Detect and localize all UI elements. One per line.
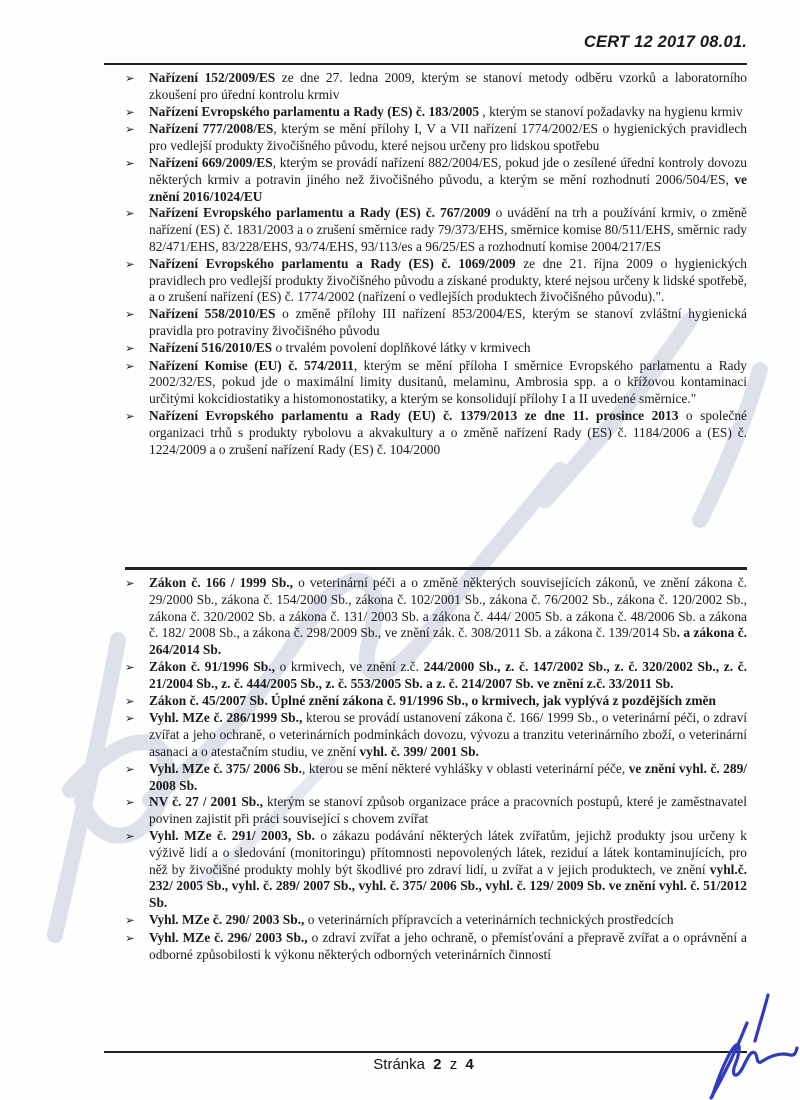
arrow-bullet-icon: ➢	[125, 309, 135, 322]
law-list-item	[125, 358, 747, 408]
footer-separator: z	[449, 1056, 458, 1073]
law-item-text: Nařízení Evropského parlamentu a Rady (ES) č. 1069/2009 ze dne 21. října 2009 o hygienických pravidlech pro vedlejší produkty živočišného původu a získané produkty, které nejsou určeny k lidské spotřebě, a o zrušení nařízení (ES) č. 1774/2002 (nařízení o vedlejších produktech živočišného původu).".	[149, 255, 747, 305]
law-item-text: Nařízení Komise (EU) č. 574/2011, kterým se mění příloha I směrnice Evropského parlamentu a Rady 2002/32/ES, pokud jde o maximální limity dusitanů, melaminu, Ambrosia spp. a o křížovou kontaminaci určitými kokcidiostatiky a histomonostatiky, a kterým se konsolidují přílohy I a II uvedené směrnice."	[149, 357, 747, 407]
law-item-text: Zákon č. 166 / 1999 Sb., o veterinární péči a o změně některých souvisejících zákonů, ve znění zákona č. 29/2000 Sb., zákona č. 154/2000 Sb., zákona č. 102/2001 Sb., zákona č. 76/2002 Sb., zákona č. 120/2002 Sb., zákona č. 320/2002 Sb. a zákona č. 131/ 2003 Sb. a zákona č. 444/ 2005 Sb. a zákona č. 48/2006 Sb. a zákona č. 182/ 2008 Sb., a zákona č. 298/2009 Sb., ve znění zák. č. 308/2011 Sb. a zákona č. 139/2014 Sb. a zákona č. 264/2014 Sb.	[149, 575, 747, 658]
arrow-bullet-icon: ➢	[125, 763, 135, 776]
law-list-item	[125, 693, 747, 711]
law-item-text: NV č. 27 / 2001 Sb., kterým se stanoví způsob organizace práce a pracovních postupů, které je zaměstnavatel povinen zajistit při práci související s chovem zvířat	[149, 794, 747, 827]
footer-page-number: 2	[433, 1056, 442, 1073]
arrow-bullet-icon: ➢	[125, 360, 135, 373]
arrow-bullet-icon: ➢	[125, 106, 135, 119]
law-list-item	[125, 912, 747, 930]
law-list-item	[125, 828, 747, 912]
law-list-item	[125, 930, 747, 964]
arrow-bullet-icon: ➢	[125, 124, 135, 137]
law-list-item	[125, 256, 747, 306]
law-list-item	[125, 659, 747, 693]
law-list-item	[125, 205, 747, 255]
arrow-bullet-icon: ➢	[125, 208, 135, 221]
arrow-bullet-icon: ➢	[125, 797, 135, 810]
law-list-item	[125, 121, 747, 155]
law-item-text: Zákon č. 91/1996 Sb., o krmivech, ve znění z.č. 244/2000 Sb., z. č. 147/2002 Sb., z. č. 320/2002 Sb., z. č. 21/2004 Sb., z. č. 444/2005 Sb., z. č. 553/2005 Sb. a z. č. 214/2007 Sb. ve znění z.č. 33/2011 Sb.	[149, 658, 747, 691]
signature	[648, 985, 800, 1100]
arrow-bullet-icon: ➢	[125, 661, 135, 674]
law-item-text: Vyhl. MZe č. 290/ 2003 Sb., o veterinárních přípravcích a veterinárních technických prostředcích	[149, 911, 674, 927]
arrow-bullet-icon: ➢	[125, 342, 135, 355]
law-list-item	[125, 340, 747, 358]
arrow-bullet-icon: ➢	[125, 73, 135, 85]
laws-list	[125, 575, 747, 963]
law-list-item	[125, 155, 747, 205]
law-list-item	[125, 306, 747, 340]
document-code: CERT 12 2017 08.01.	[583, 33, 747, 51]
law-list-item	[125, 761, 747, 795]
arrow-bullet-icon: ➢	[125, 410, 135, 423]
arrow-bullet-icon: ➢	[125, 713, 135, 726]
arrow-bullet-icon: ➢	[125, 157, 135, 170]
arrow-bullet-icon: ➢	[125, 695, 135, 708]
law-item-text: Nařízení 516/2010/ES o trvalém povolení doplňkové látky v krmivech	[149, 339, 531, 355]
arrow-bullet-icon: ➢	[125, 932, 135, 945]
arrow-bullet-icon: ➢	[125, 830, 135, 843]
footer-total-pages: 4	[465, 1056, 474, 1073]
law-item-text: Vyhl. MZe č. 291/ 2003, Sb. o zákazu podávání některých látek zvířatům, jejichž produkty jsou určeny k výživě lidí a o sledování (monitoringu) přítomnosti nepovolených látek, reziduí a látek kontaminujících, pro něž by živočišné produkty mohly být škodlivé pro zdraví lidí, u zvířat a v jejich produktech, ve znění vyhl.č. 232/ 2005 Sb., vyhl. č. 289/ 2007 Sb., vyhl. č. 375/ 2006 Sb., vyhl. č. 129/ 2009 Sb. ve znění vyhl. č. 51/2012 Sb.	[149, 827, 747, 911]
law-item-text: Vyhl. MZe č. 286/1999 Sb., kterou se provádí ustanovení zákona č. 166/ 1999 Sb., o veterinární péči, o zdraví zvířat a jeho ochraně, o veterinárních podmínkách dovozu, vývozu a tranzitu veterinárního zboží, o veterinární asanaci a o atestačním studiu, ve znění vyhl. č. 399/ 2001 Sb.	[149, 710, 747, 759]
law-item-text: Nařízení Evropského parlamentu a Rady (ES) č. 767/2009 o uvádění na trh a používání krmiv, o změně nařízení (ES) č. 1831/2003 a o zrušení směrnice rady 79/373/EHS, směrnice komise 80/511/EHS, směrnic rady 82/471/EHS, 83/228/EHS, 93/74/EHS, 93/113/es a 96/25/ES a rozhodnutí komise 2004/217/ES	[149, 205, 747, 254]
law-list-item	[125, 408, 747, 458]
regulations-list	[125, 70, 747, 458]
law-item-text: Nařízení Evropského parlamentu a Rady (EU) č. 1379/2013 ze dne 11. prosince 2013 o společné organizaci trhů s produkty rybolovu a akvakultury a o změně nařízení Rady (ES) č. 1184/2006 a (ES) č. 1224/2009 a o zrušení nařízení Rady (ES) č. 104/2000	[149, 407, 747, 457]
law-item-text: Nařízení 152/2009/ES ze dne 27. ledna 2009, kterým se stanoví metody odběru vzorků a laboratorního zkoušení pro úřední kontrolu krmiv	[149, 70, 747, 102]
law-item-text: Vyhl. MZe č. 296/ 2003 Sb., o zdraví zvířat a jeho ochraně, o přemísťování a přepravě zvířat a o oprávnění a odborné způsobilosti k výkonu některých odborných veterinárních činností	[149, 929, 747, 962]
footer-label: Stránka	[373, 1056, 425, 1073]
law-item-text: Nařízení 777/2008/ES, kterým se mění přílohy I, V a VII nařízení 1774/2002/ES o hygienických pravidlech pro vedlejší produkty živočišného původu, které nejsou určeny pro lidskou spotřebu	[149, 121, 747, 154]
law-item-text: Nařízení Evropského parlamentu a Rady (ES) č. 183/2005 , kterým se stanoví požadavky na hygienu krmiv	[149, 103, 743, 119]
header-divider	[104, 63, 747, 65]
law-item-text: Nařízení 558/2010/ES o změně přílohy III nařízení 853/2004/ES, kterým se stanoví zvláštní hygienická pravidla pro potraviny živočišného původu	[149, 306, 747, 338]
law-list-item	[125, 575, 747, 659]
arrow-bullet-icon: ➢	[125, 578, 135, 590]
law-item-text: Zákon č. 45/2007 Sb. Úplné znění zákona č. 91/1996 Sb., o krmivech, jak vyplývá z pozdějších změn	[149, 692, 716, 708]
law-list-item	[125, 710, 747, 760]
section-divider	[125, 567, 747, 570]
law-item-text: Vyhl. MZe č. 375/ 2006 Sb., kterou se mění některé vyhlášky v oblasti veterinární péče, ve znění vyhl. č. 289/ 2008 Sb.	[149, 760, 747, 793]
arrow-bullet-icon: ➢	[125, 258, 135, 271]
law-list-item	[125, 794, 747, 828]
law-list-item	[125, 70, 747, 104]
law-list-item	[125, 104, 747, 122]
law-item-text: Nařízení 669/2009/ES, kterým se provádí nařízení 882/2004/ES, pokud jde o zesílené úřední kontroly dovozu některých krmiv a potravin jiného než živočišného původu, a kterým se mění rozhodnutí 2006/504/ES, ve znění 2016/1024/EU	[149, 154, 747, 204]
arrow-bullet-icon: ➢	[125, 914, 135, 927]
